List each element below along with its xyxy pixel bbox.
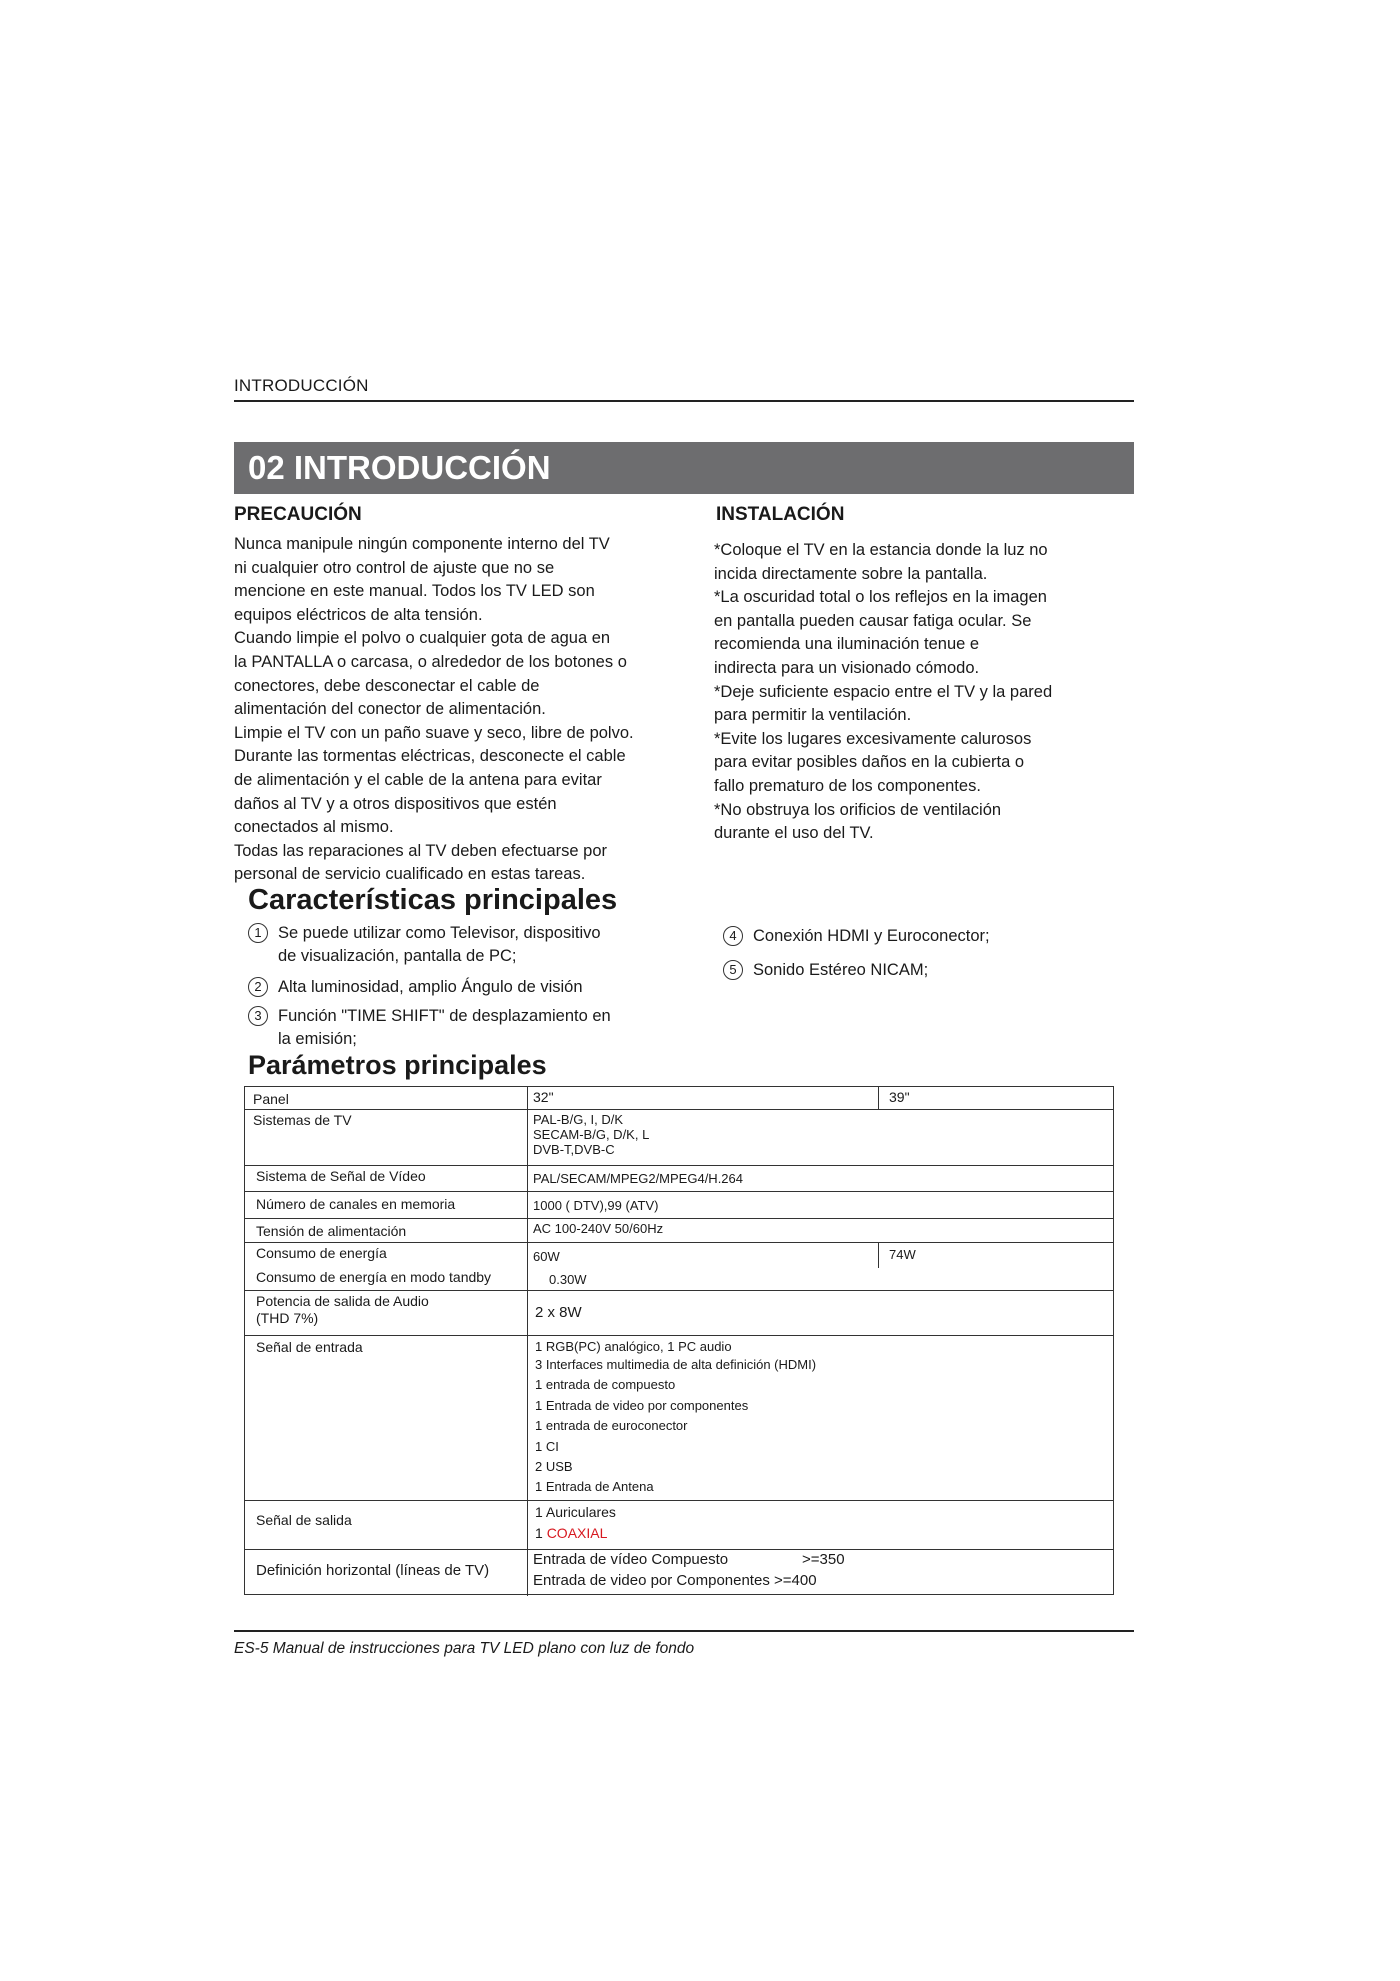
precaution-text: Nunca manipule ningún componente interno del TV ni cualquier otro control de ajuste que no se mencione en este manual. Todos los TV LED son equipos eléctricos de alta tensión. Cuando limpie el polvo o cualquier gota de agua en la PANTALLA o carcasa, o alrededor de los botones o conectores, debe desconectar el cable de alimentación del conector de alimentación. Limpie el TV con un paño suave y seco, libre de polvo. Durante las tormentas eléctricas, desconecte el cable de alimentación y el cable de la antena para evitar daños al TV y a otros dispositivos que estén conectados al mismo. Todas las reparaciones al TV deben efectuarse por personal de servicio cualificado en estas tareas. [234, 535, 634, 884]
precaution-heading: PRECAUCIÓN [234, 504, 362, 525]
spec-label-video-signal: Sistema de Señal de Vídeo [256, 1168, 426, 1184]
spec-label-output: Señal de salida [256, 1512, 352, 1528]
input-line: 3 Interfaces multimedia de alta definición (HDMI) [535, 1357, 817, 1372]
coaxial-highlight: COAXIAL [546, 1525, 608, 1541]
table-row-divider [245, 1335, 1113, 1336]
spec-value-video-signal: PAL/SECAM/MPEG2/MPEG4/H.264 [533, 1171, 743, 1186]
feature-number-badge: 2 [248, 977, 268, 997]
spec-label-power: Consumo de energía [256, 1245, 387, 1261]
input-line: 1 CI [535, 1439, 559, 1454]
input-line: 1 Entrada de video por componentes [535, 1398, 749, 1413]
input-line: 1 entrada de compuesto [535, 1377, 676, 1392]
table-row-divider [245, 1242, 1113, 1243]
spec-value-power-32: 60W [533, 1249, 560, 1264]
spec-label-audio: Potencia de salida de Audio (THD 7%) [256, 1293, 429, 1326]
footer-rule [234, 1630, 1134, 1632]
spec-value-resolution-composite-label: Entrada de vídeo Compuesto [533, 1551, 729, 1568]
feature-text: Se puede utilizar como Televisor, dispositivo de visualización, pantalla de PC; [278, 924, 601, 965]
spec-label-panel: Panel [253, 1091, 289, 1107]
table-row-divider [245, 1165, 1113, 1166]
input-line: 1 Entrada de Antena [535, 1479, 654, 1494]
installation-text: *Coloque el TV en la estancia donde la luz no incida directamente sobre la pantalla. *La oscuridad total o los reflejos en la imagen en pantalla pueden causar fatiga ocular. Se recomienda una iluminación tenue e indirecta para un visionado cómodo. *Deje suficiente espacio entre el TV y la pared para permitir la ventilación. *Evite los lugares excesivamente calurosos para evitar posibles daños en la cubierta o fallo prematuro de los componentes. *No obstruya los orificios de ventilación durante el uso del TV. [714, 541, 1053, 843]
table-row-divider [245, 1290, 1113, 1291]
feature-number-badge: 1 [248, 923, 268, 943]
page-footer: ES-5 Manual de instrucciones para TV LED plano con luz de fondo [234, 1640, 695, 1657]
spec-value-power-39: 74W [889, 1247, 916, 1262]
table-column-divider [878, 1242, 879, 1268]
installation-heading: INSTALACIÓN [716, 504, 845, 525]
spec-value-tv-systems: PAL-B/G, I, D/K SECAM-B/G, D/K, L DVB-T,DVB-C [533, 1112, 650, 1157]
spec-value-panel-39: 39" [889, 1089, 910, 1105]
table-row-divider [245, 1191, 1113, 1192]
feature-text: Alta luminosidad, amplio Ángulo de visión [278, 978, 583, 996]
spec-label-channels: Número de canales en memoria [256, 1196, 456, 1212]
spec-value-output-headphones: 1 Auriculares [535, 1504, 616, 1520]
features-heading: Características principales [248, 884, 618, 916]
spec-value-standby: 0.30W [549, 1272, 587, 1287]
spec-value-output-coaxial [535, 1525, 607, 1542]
spec-value-panel-32: 32" [533, 1089, 554, 1105]
specifications-table [244, 1086, 1114, 1595]
spec-label-voltage: Tensión de alimentación [256, 1223, 407, 1239]
chapter-title-bar: 02 INTRODUCCIÓN [234, 442, 1134, 494]
header-rule [234, 400, 1134, 402]
feature-text: Función "TIME SHIFT" de desplazamiento en la emisión; [278, 1007, 611, 1048]
running-header: INTRODUCCIÓN [234, 376, 369, 395]
output-count: 1 [535, 1525, 547, 1541]
table-row-divider [245, 1109, 1113, 1110]
spec-label-input: Señal de entrada [256, 1339, 363, 1355]
feature-number-badge: 5 [723, 960, 743, 980]
spec-label-resolution: Definición horizontal (líneas de TV) [256, 1562, 490, 1579]
feature-number-badge: 3 [248, 1006, 268, 1026]
spec-value-resolution-component: Entrada de video por Componentes >=400 [533, 1572, 817, 1589]
input-line: 1 entrada de euroconector [535, 1418, 688, 1433]
parameters-heading: Parámetros principales [248, 1050, 547, 1080]
input-line: 1 RGB(PC) analógico, 1 PC audio [535, 1339, 732, 1354]
table-column-divider [527, 1087, 528, 1596]
spec-value-resolution-composite: >=350 [802, 1551, 845, 1568]
feature-number-badge: 4 [723, 926, 743, 946]
spec-value-channels: 1000 ( DTV),99 (ATV) [533, 1198, 659, 1213]
feature-text: Sonido Estéreo NICAM; [753, 961, 929, 979]
spec-label-tv-systems: Sistemas de TV [253, 1112, 352, 1128]
spec-label-standby: Consumo de energía en modo tandby [256, 1269, 492, 1285]
feature-text: Conexión HDMI y Euroconector; [753, 927, 990, 945]
table-column-divider [878, 1087, 879, 1109]
spec-value-voltage: AC 100-240V 50/60Hz [533, 1221, 664, 1236]
table-row-divider [245, 1500, 1113, 1501]
table-row-divider [245, 1218, 1113, 1219]
input-line: 2 USB [535, 1459, 573, 1474]
spec-value-audio: 2 x 8W [535, 1304, 582, 1321]
